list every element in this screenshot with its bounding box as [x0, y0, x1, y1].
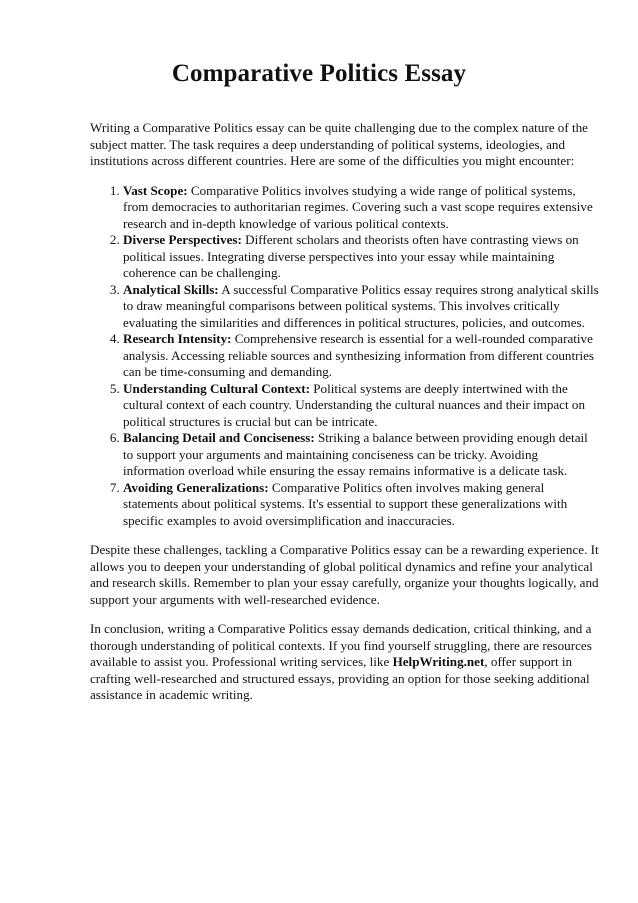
conclusion-text-after: , offer support in crafting well-researched and structured essays, providing an option for those seeking additional assistance in academic writing.: [90, 654, 590, 702]
list-item-text: Striking a balance between providing enough detail to support your arguments and maintaining conciseness can be tricky. Avoiding information overload while ensuring the essay remains informative is a delicate task.: [123, 430, 588, 478]
helpwriting-link[interactable]: HelpWriting.net: [392, 654, 485, 669]
list-item-text: A successful Comparative Politics essay requires strong analytical skills to draw meaningful comparisons between political systems. This involves critically evaluating the similarities and differences in political structures, policies, and outcomes.: [123, 281, 599, 330]
list-item: [123, 480, 600, 530]
list-item-text: Comparative Politics involves studying a wide range of political systems, from democracies to authoritarian regimes. Covering such a vast scope requires extensive research and in-depth knowledge of various political contexts.: [123, 182, 593, 231]
challenges-paragraph: Despite these challenges, tackling a Comparative Politics essay can be a rewarding experience. It allows you to deepen your understanding of global political dynamics and refine your analytical and research skills. Remember to plan your essay carefully, organize your thoughts logically, and support your arguments with well-researched evidence.: [90, 542, 599, 607]
page-title: Comparative Politics Essay: [171, 60, 467, 87]
conclusion-text-before: In conclusion, writing a Comparative Politics essay demands dedication, critical thinking, and a thorough understanding of political contexts. If you find yourself struggling, there are resources available to assist you. Professional writing services, like: [90, 621, 592, 669]
intro-paragraph: Writing a Comparative Politics essay can be quite challenging due to the complex nature of the subject matter. The task requires a deep understanding of political systems, ideologies, and institutions across different countries. Here are some of the difficulties you might encounter:: [90, 120, 588, 168]
list-item-text: Comprehensive research is essential for a well-rounded comparative analysis. Accessing reliable sources and synthesizing information from different countries can be time-consuming and demanding.: [123, 331, 595, 379]
list-item: [123, 282, 600, 332]
essay-body: [90, 120, 600, 717]
list-item-term: Vast Scope:: [123, 182, 188, 198]
list-item: [123, 331, 600, 381]
difficulties-list: [90, 183, 600, 530]
list-item-term: Avoiding Generalizations:: [123, 479, 269, 495]
list-item: [123, 232, 600, 282]
list-item-text: Political systems are deeply intertwined with the cultural context of each country. Understanding the cultural nuances and their impact on political structures is crucial but can be intricate.: [123, 380, 585, 429]
list-item: [123, 381, 600, 431]
list-item-term: Balancing Detail and Conciseness:: [123, 430, 315, 445]
list-item-term: Research Intensity:: [123, 331, 232, 346]
list-item-term: Analytical Skills:: [123, 281, 219, 297]
list-item-term: Understanding Cultural Context:: [123, 380, 310, 396]
list-item: [123, 430, 600, 480]
list-item-term: Diverse Perspectives:: [123, 232, 242, 247]
list-item-text: Comparative Politics often involves making general statements about political systems. It's essential to support these generalizations with specific examples to avoid oversimplification and inaccuracies.: [123, 479, 568, 528]
conclusion-paragraph: [90, 621, 600, 704]
list-item: [123, 183, 600, 233]
list-item-text: Different scholars and theorists often have contrasting views on political issues. Integrating diverse perspectives into your essay while maintaining coherence can be challenging.: [123, 232, 579, 280]
